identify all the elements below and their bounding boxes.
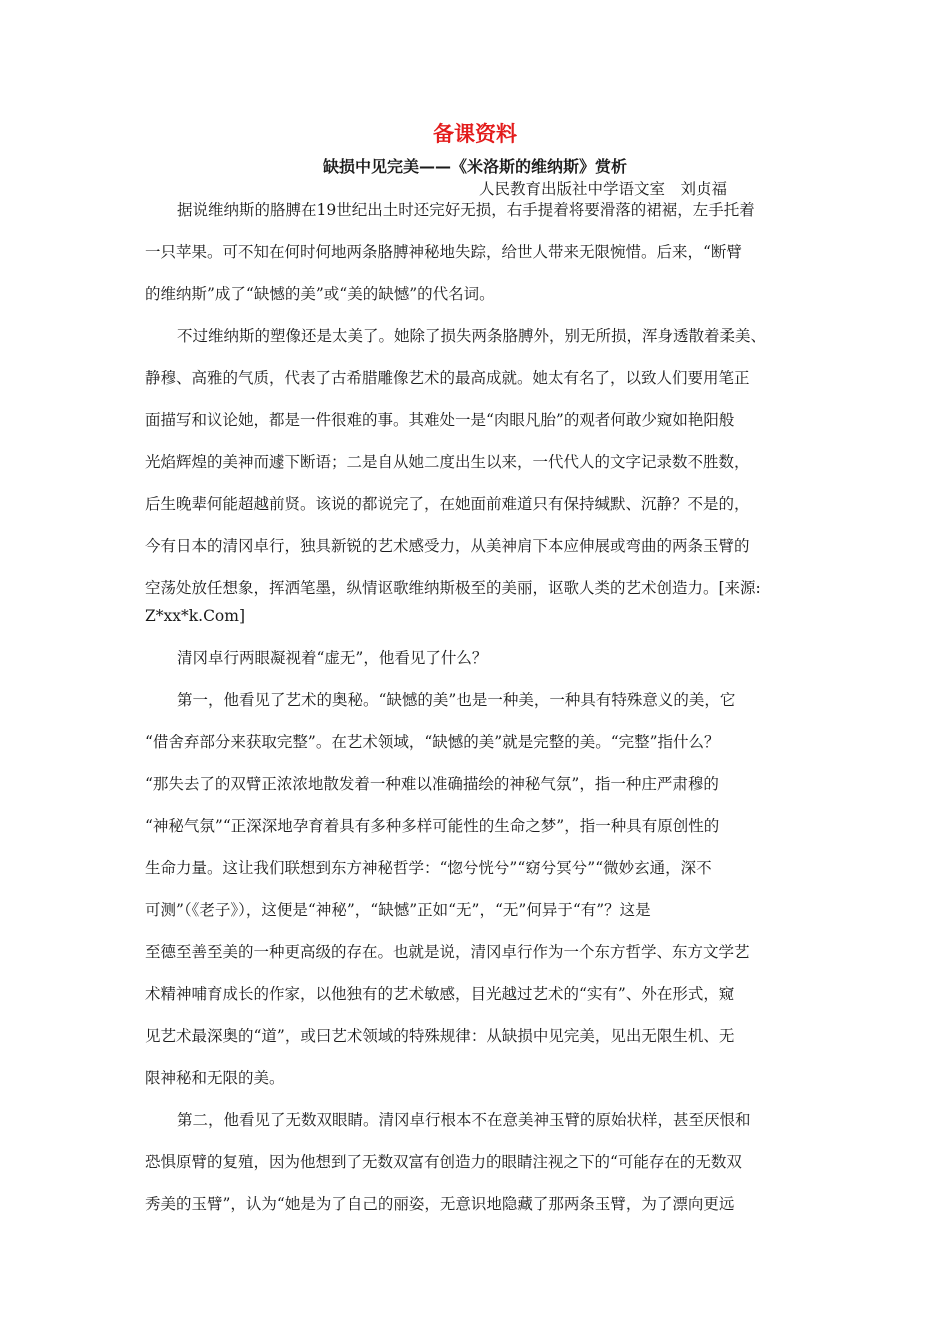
paragraph-line: 面描写和议论她，都是一件很难的事。其难处一是“肉眼凡胎”的观者何敢少窥如艳阳般 — [145, 411, 735, 429]
author-line: 人民教育出版社中学语文室 刘贞福 — [479, 180, 728, 198]
paragraph-line: “神秘气氛”“正深深地孕育着具有多种多样可能性的生命之梦”，指一种具有原创性的 — [145, 817, 720, 835]
paragraph-line: 一只苹果。可不知在何时何地两条胳膊神秘地失踪，给世人带来无限惋惜。后来，“断臂 — [145, 243, 742, 261]
paragraph-line: 第一，他看见了艺术的奥秘。“缺憾的美”也是一种美，一种具有特殊意义的美，它 — [177, 691, 736, 709]
article-title: 缺损中见完美——《米洛斯的维纳斯》赏析 — [322, 157, 627, 176]
paragraph-line: 的维纳斯”成了“缺憾的美”或“美的缺憾”的代名词。 — [145, 285, 495, 303]
paragraph-line: 术精神哺育成长的作家，以他独有的艺术敏感，目光越过艺术的“实有”、外在形式，窥 — [145, 985, 735, 1003]
paragraph-line: 见艺术最深奥的“道”，或曰艺术领域的特殊规律：从缺损中见完美，见出无限生机、无 — [145, 1027, 735, 1045]
document-title: 备课资料 — [433, 122, 517, 146]
paragraph-line: 可测”（《老子》），这便是“神秘”，“缺憾”正如“无”，“无”何异于“有”？这是 — [145, 901, 651, 919]
paragraph-line: 静穆、高雅的气质，代表了古希腊雕像艺术的最高成就。她太有名了，以致人们要用笔正 — [145, 369, 750, 387]
paragraph-line: 至德至善至美的一种更高级的存在。也就是说，清冈卓行作为一个东方哲学、东方文学艺 — [145, 943, 750, 961]
paragraph-line: 清冈卓行两眼凝视着“虚无”，他看见了什么？ — [177, 649, 488, 667]
paragraph-line: “那失去了的双臂正浓浓地散发着一种难以准确描绘的神秘气氛”，指一种庄严肃穆的 — [145, 775, 719, 793]
paragraph-line: 恐惧原臂的复殖，因为他想到了无数双富有创造力的眼睛注视之下的“可能存在的无数双 — [145, 1153, 742, 1171]
paragraph-line: Z*xx*k.Com] — [145, 607, 246, 625]
paragraph-line: 据说维纳斯的胳膊在19世纪出土时还完好无损，右手提着将要滑落的裙裾，左手托着 — [177, 201, 755, 219]
paragraph-line: 今有日本的清冈卓行，独具新锐的艺术感受力，从美神肩下本应伸展或弯曲的两条玉臂的 — [145, 537, 750, 555]
paragraph-line: 后生晚辈何能超越前贤。该说的都说完了，在她面前难道只有保持缄默、沉静？不是的， — [145, 495, 750, 513]
paragraph-line: “借舍弃部分来获取完整”。在艺术领域，“缺憾的美”就是完整的美。“完整”指什么？ — [145, 733, 720, 751]
paragraph-line: 光焰辉煌的美神而遽下断语；二是自从她二度出生以来，一代代人的文字记录数不胜数， — [145, 453, 750, 471]
paragraph-line: 生命力量。这让我们联想到东方神秘哲学：“惚兮恍兮”“窈兮冥兮”“微妙玄通，深不 — [145, 859, 712, 877]
paragraph-line: 秀美的玉臂”，认为“她是为了自己的丽姿，无意识地隐藏了那两条玉臂，为了漂向更远 — [145, 1195, 735, 1213]
paragraph-line: 空荡处放任想象，挥洒笔墨，纵情讴歌维纳斯极至的美丽，讴歌人类的艺术创造力。[来源: — [145, 579, 761, 597]
paragraph-line: 限神秘和无限的美。 — [145, 1069, 285, 1087]
paragraph-line: 第二，他看见了无数双眼睛。清冈卓行根本不在意美神玉臂的原始状样，甚至厌恨和 — [177, 1111, 751, 1129]
paragraph-line: 不过维纳斯的塑像还是太美了。她除了损失两条胳膊外，别无所损，浑身透散着柔美、 — [177, 327, 767, 345]
